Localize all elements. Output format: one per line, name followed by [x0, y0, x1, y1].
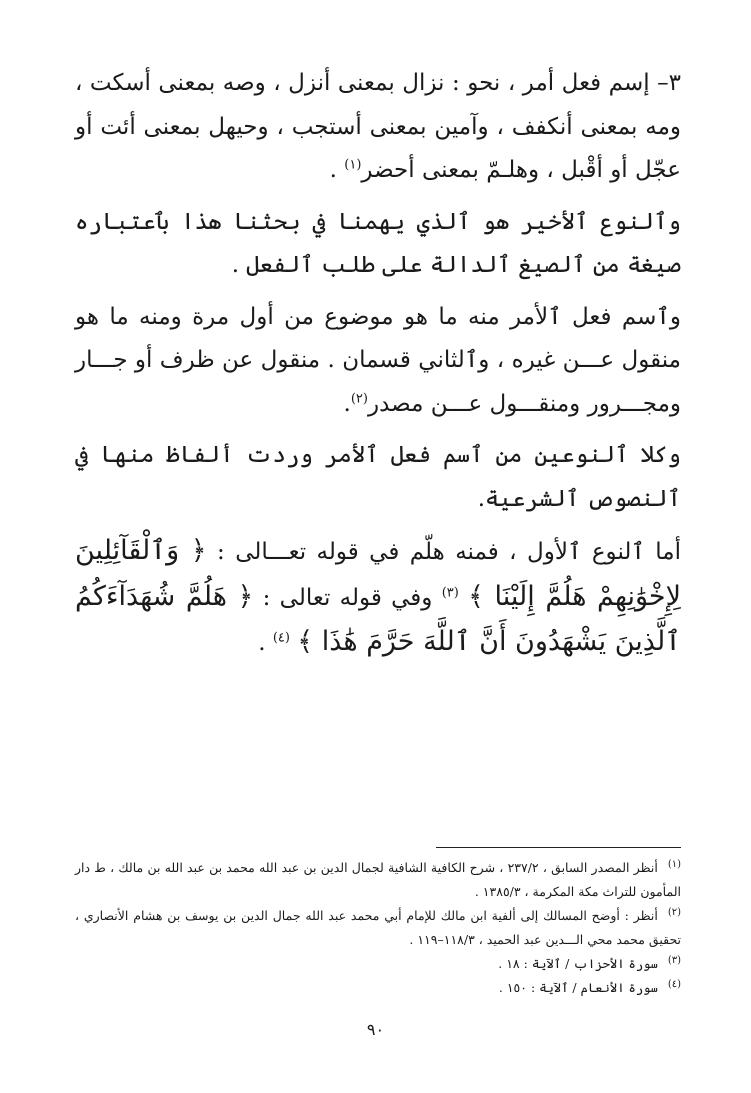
footnote-2 [75, 904, 681, 952]
paragraph-5-end: . [258, 630, 273, 656]
footnote-3-number: (٣) [667, 954, 681, 966]
paragraph-4: وكلا ٱلنوعين من ٱسم فعل ٱلأمر وردت ألفاظ منها في ٱلنصوص ٱلشرعية. [75, 442, 681, 512]
footnote-ref-2: (٢) [350, 390, 368, 406]
quran-verse-2: ﴿ هَلُمَّ شُهَدَآءَكُمُ ٱلَّذِينَ يَشْهَدُونَ أَنَّ ٱللَّهَ حَرَّمَ هَٰذَا ﴾ [75, 580, 681, 657]
paragraph-3-text: وٱسم فعل ٱلأمر منه ما هو موضوع من أول مرة ومنه ما هو منقول عـــن غيره ، وٱلثاني قسمان . منقول عن ظرف أو جـــار ومجـــرور ومنقـــول عـــن مصدر [75, 303, 681, 417]
paragraph-1-text: ٣– إسم فعل أمر ، نحو : نزال بمعنى أنزل ، وصه بمعنى أسكت ، ومه بمعنى أنكفف ، وآمين بمعنى أستجب ، وحيهل بمعنى أئت أو عجّل أو أقْبل ، وهلـمّ بمعنى أحضر [75, 70, 681, 183]
footnote-3-text: سورة الأحزاب / ٱلآية : ١٨ . [498, 956, 658, 971]
footnote-ref-3: (٣) [441, 584, 459, 600]
page-number: ٩٠ [366, 1020, 385, 1039]
footnote-ref-4: (٤) [272, 630, 290, 646]
footnote-3 [75, 952, 681, 976]
paragraph-5-intro: أما ٱلنوع ٱلأول ، فمنه هلّم في قوله تعـــالى : [206, 539, 681, 565]
footnote-4-text: سورة الأنعام / ٱلآية : ١٥٠ . [498, 980, 658, 995]
footnote-4-number: (٤) [667, 978, 681, 990]
footnote-4 [75, 976, 681, 1000]
footnote-2-number: (٢) [667, 906, 681, 918]
footnote-1-number: (١) [667, 858, 681, 870]
footnotes [75, 856, 681, 1000]
paragraph-5 [75, 529, 681, 666]
paragraph-3-end: . [343, 390, 351, 417]
paragraph-5-middle: وفي قوله تعالى : [253, 584, 442, 611]
paragraph-1-end: . [329, 157, 345, 183]
footnote-divider [436, 847, 681, 848]
paragraph-1 [75, 62, 681, 193]
footnote-2-text: أنظر : أوضح المسالك إلى ألفية ابن مالك للإمام أبي محمد عبد الله جمال الدين بن يوسف بن هشام الأنصاري ، تحقيق محمد محي الـــدين عبد الحميد ، ١١٨/٣–١١٩ . [75, 908, 681, 947]
footnote-ref-1: (١) [344, 157, 362, 173]
paragraph-3 [75, 296, 681, 427]
footnote-1 [75, 856, 681, 904]
footnote-1-text: أنظر المصدر السابق ، ٢٣٧/٢ ، شرح الكافية الشافية لجمال الدين بن عبد الله محمد بن عبد الله بن مالك ، ط دار المأمون للتراث مكة المكرمة ، ١٣٨٥/٣ . [75, 860, 681, 899]
main-text [75, 62, 681, 666]
quran-verse-1: ﴿ وَٱلْقَآئِلِينَ لِإِخْوَٰنِهِمْ هَلُمَّ إِلَيْنَا ﴾ [75, 535, 681, 612]
paragraph-2: وٱلنوع ٱلأخير هو ٱلذي يهمنا في بحثنا هذا بٱعتباره صيغة من ٱلصيغ ٱلدالة على طلب ٱلفعل . [75, 208, 681, 278]
